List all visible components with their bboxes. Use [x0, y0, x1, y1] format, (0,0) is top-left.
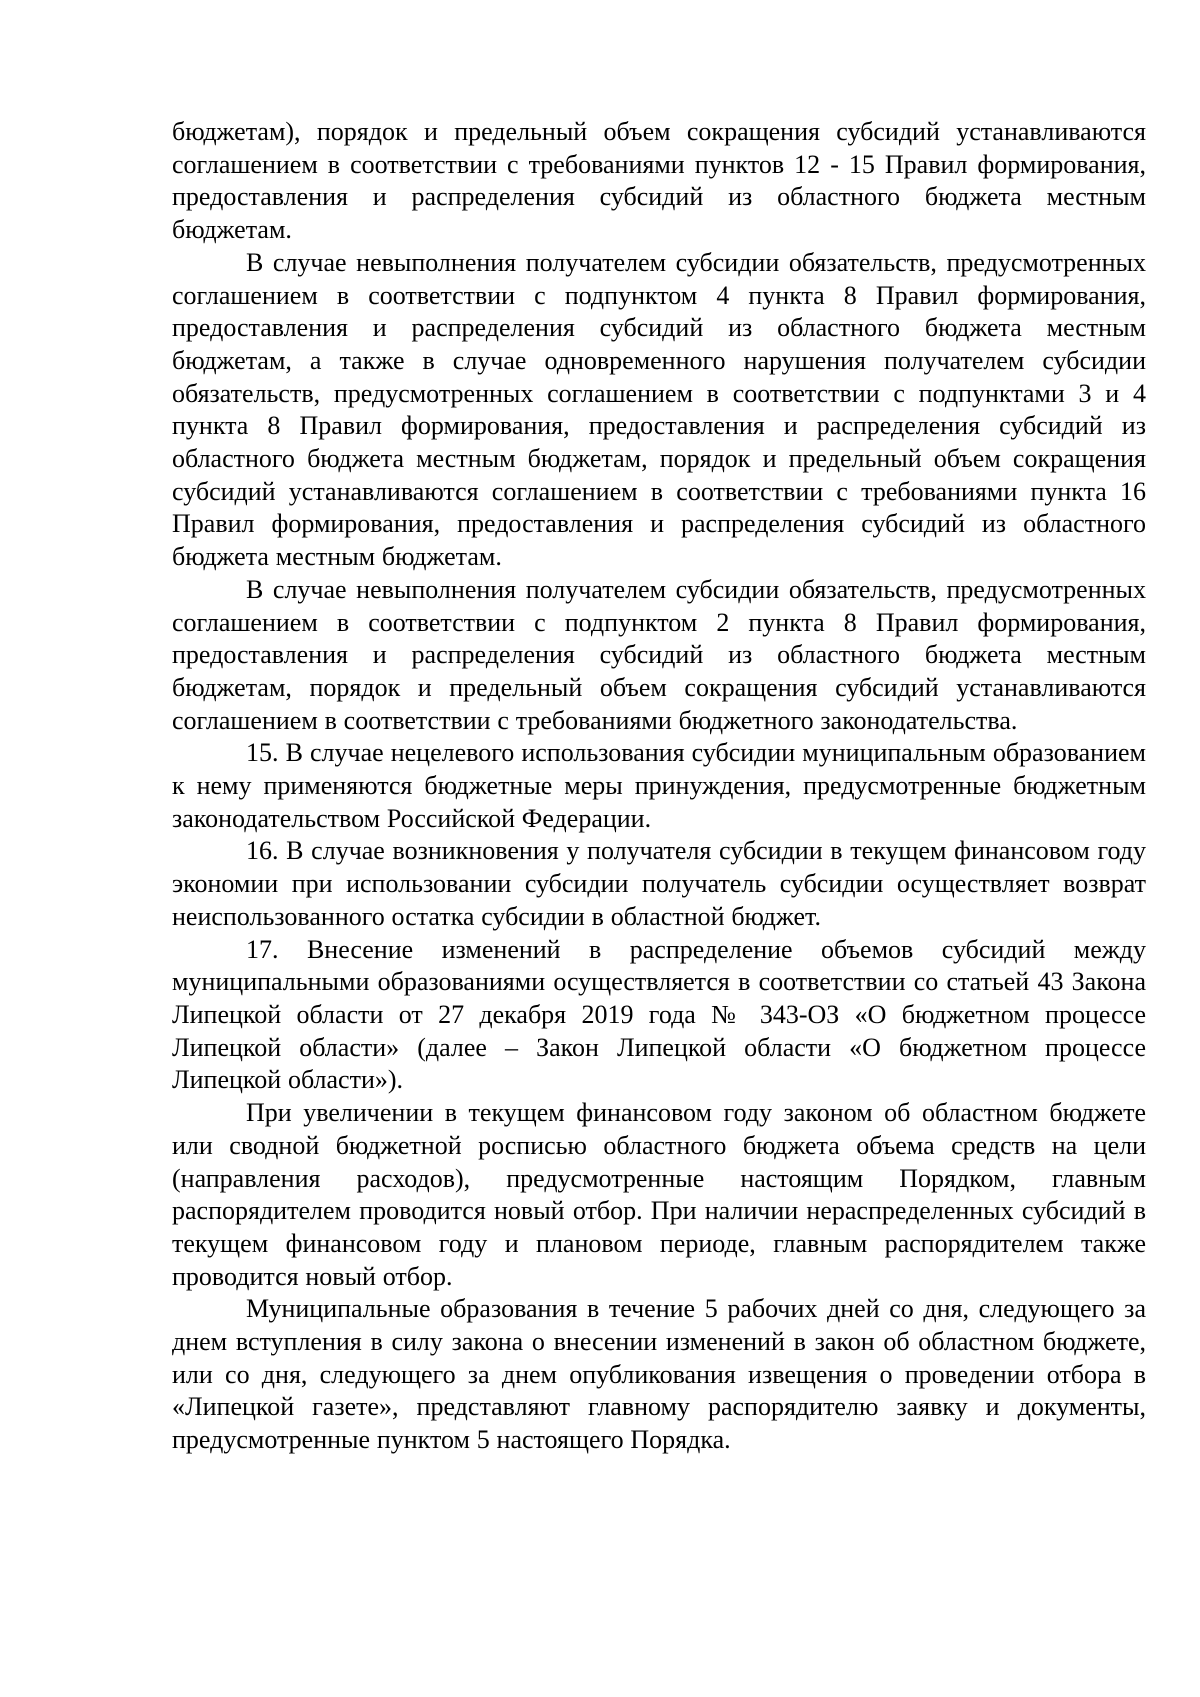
paragraph-application-deadline: Муниципальные образования в течение 5 рабочих дней со дня, следующего за днем вступления в силу закона о внесении изменений в закон об областном бюджете, или со дня, следующего за днем опубликования извещения о проведении отбора в «Липецкой газете», представляют главному распорядителю заявку и документы, предусмотренные пунктом 5 настоящего Порядка.: [172, 1294, 1146, 1455]
paragraph-item-16: 16. В случае возникновения у получателя субсидии в текущем финансовом году экономии при использовании субсидии получатель субсидии осуществляет возврат неиспользованного остатка субсидии в областной бюджет.: [172, 836, 1146, 931]
paragraph-non-fulfillment-subitem-4: В случае невыполнения получателем субсидии обязательств, предусмотренных соглашением в соответствии с подпунктом 4 пункта 8 Правил формирования, предоставления и распределения субсидий из областного бюджета местным бюджетам, а также в случае одновременного нарушения получателем субсидии обязательств, предусмотренных соглашением в соответствии с подпунктами 3 и 4 пункта 8 Правил формирования, предоставления и распределения субсидий из областного бюджета местным бюджетам, порядок и предельный объем сокращения субсидий устанавливаются соглашением в соответствии с требованиями пункта 16 Правил формирования, предоставления и распределения субсидий из областного бюджета местным бюджетам.: [172, 247, 1146, 572]
paragraph-non-fulfillment-subitem-2: В случае невыполнения получателем субсидии обязательств, предусмотренных соглашением в соответствии с подпунктом 2 пункта 8 Правил формирования, предоставления и распределения субсидий из областного бюджета местным бюджетам, порядок и предельный объем сокращения субсидий устанавливаются соглашением в соответствии с требованиями бюджетного законодательства.: [172, 574, 1146, 735]
paragraph-item-15: 15. В случае нецелевого использования субсидии муниципальным образованием к нему применяются бюджетные меры принуждения, предусмотренные бюджетным законодательством Российской Федерации.: [172, 738, 1146, 833]
document-page: [172, 116, 1146, 1457]
paragraph-subsidy-reduction-continuation: бюджетам), порядок и предельный объем сокращения субсидий устанавливаются соглашением в соответствии с требованиями пунктов 12 - 15 Правил формирования, предоставления и распределения субсидий из областного бюджета местным бюджетам.: [172, 117, 1146, 245]
paragraph-new-selection: При увеличении в текущем финансовом году законом об областном бюджете или сводной бюджетной росписью областного бюджета объема средств на цели (направления расходов), предусмотренные настоящим Порядком, главным распорядителем проводится новый отбор. При наличии нераспределенных субсидий в текущем финансовом году и плановом периоде, главным распорядителем также проводится новый отбор.: [172, 1098, 1146, 1291]
paragraph-item-17: 17. Внесение изменений в распределение объемов субсидий между муниципальными образованиями осуществляется в соответствии со статьей 43 Закона Липецкой области от 27 декабря 2019 года № 343-ОЗ «О бюджетном процессе Липецкой области» (далее – Закон Липецкой области «О бюджетном процессе Липецкой области»).: [172, 934, 1146, 1095]
